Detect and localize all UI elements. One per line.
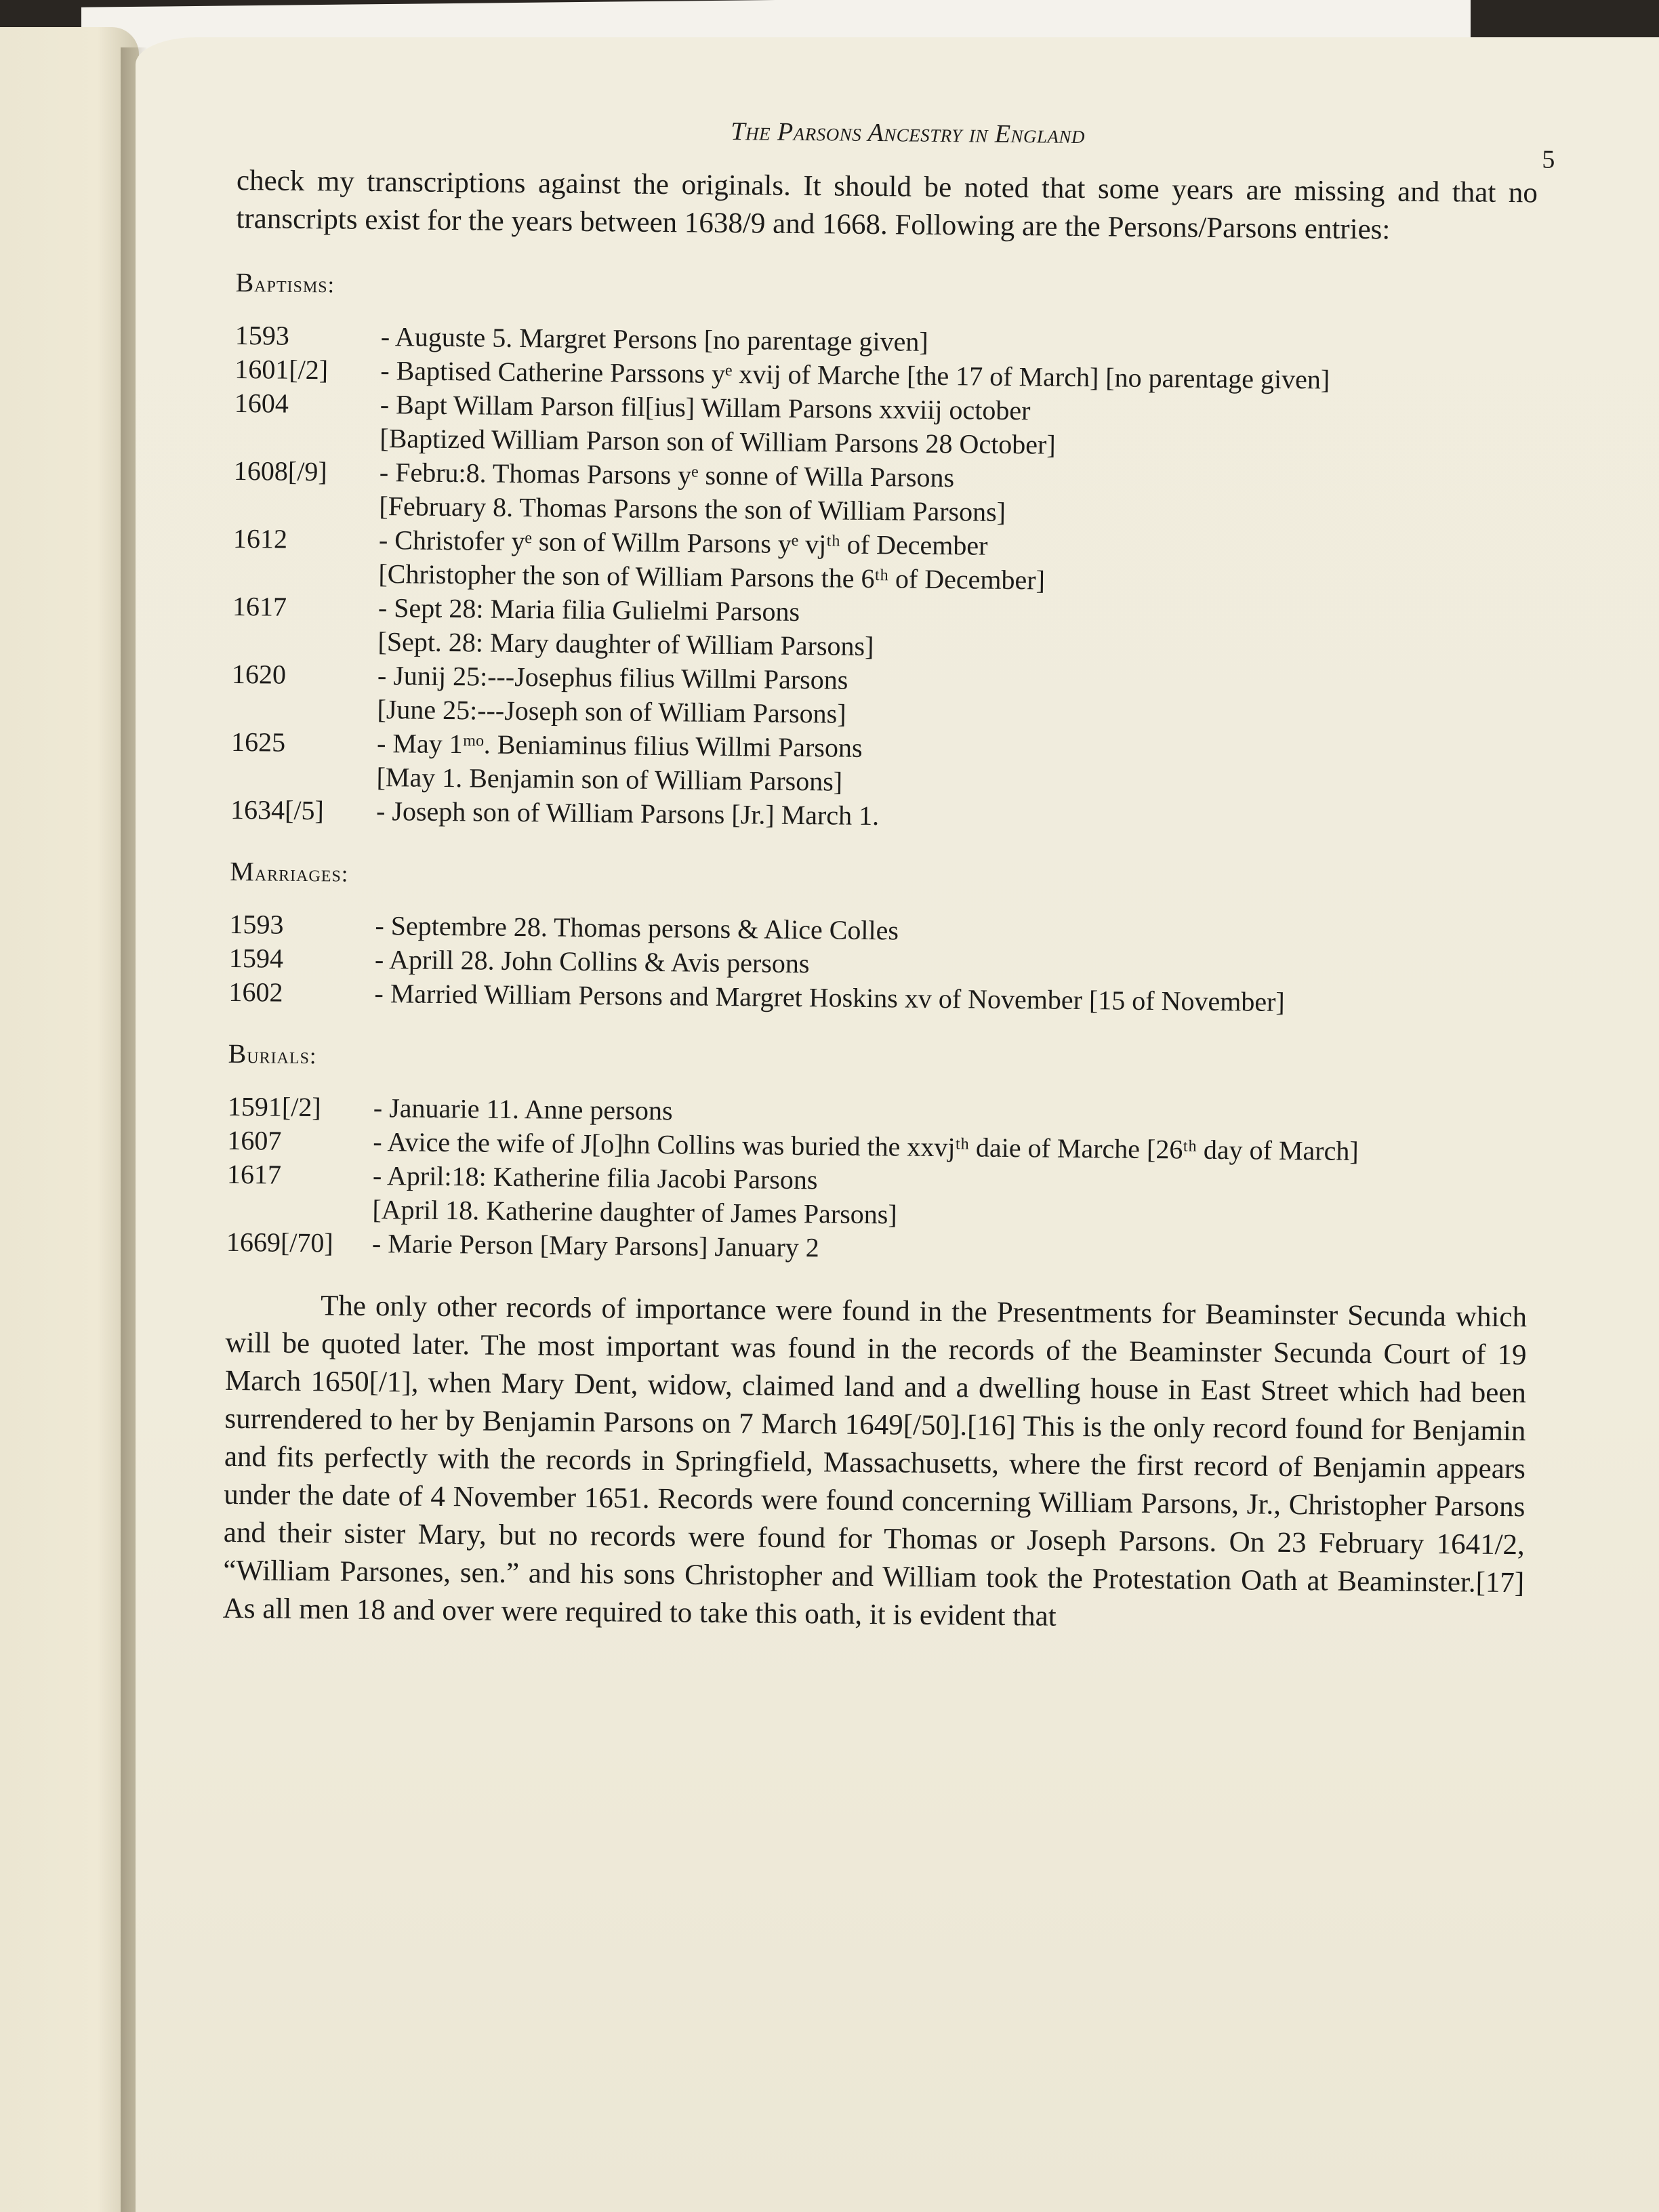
entry-text-wrap — [378, 523, 1534, 602]
entry-text: - Joseph son of William Parsons [Jr.] March 1. — [375, 796, 880, 832]
entry-text: - Married William Persons and Margret Hoskins xv of November [15 of November] — [374, 978, 1285, 1017]
book-page — [136, 37, 1659, 2212]
register-sections — [226, 266, 1537, 1271]
entry-date: 1601[/2] — [234, 353, 329, 386]
entry-translation: [May 1. Benjamin son of William Parsons] — [376, 762, 843, 797]
section-heading: Burials: — [228, 1038, 317, 1069]
entry-text: - Junij 25:---Josephus filius Willmi Parsons — [377, 660, 848, 695]
entry-text-wrap — [380, 388, 1536, 466]
entry-date: 1634[/5] — [230, 794, 325, 826]
entry-date: 1593 — [229, 908, 284, 940]
entry-text: - Christofer yᵉ son of Willm Parsons yᵉ vjᵗʰ of December — [378, 525, 988, 561]
entry-translation: [April 18. Katherine daughter of James Parsons] — [372, 1193, 897, 1230]
entry-date: 1620 — [231, 658, 287, 690]
register-entry — [232, 522, 1534, 602]
closing-paragraph: The only other records of importance were found in the Presentments for Beaminster Secunda which will be quoted later. The most important was found in the records of the Beaminster Secunda Court of 19 March 1650[/1], when Mary Dent, widow, claimed land and a dwelling house in East Street which had been surrendered to her by Benjamin Parsons on 7 March 1649[/50].[16] This is the only record found for Benjamin and fits perfectly with the records in Springfield, Massachusetts, where the first record of Benjamin appears under the date of 4 November 1651. Records were found concerning William Parsons, Jr., Christopher Parsons and their sister Mary, but no records were found for Thomas or Joseph Parsons. On 23 February 1641/2, “William Parsones, sen.” and his sons Christopher and William took the Protestation Oath at Beaminster.[17] As all men 18 and over were required to take this oath, it is evident that — [222, 1290, 1528, 1633]
entry-text: - Febru:8. Thomas Parsons yᵉ sonne of Willa Parsons — [379, 457, 955, 493]
entry-translation: [Sept. 28: Mary daughter of William Parsons] — [377, 626, 874, 662]
entry-date: 1617 — [226, 1158, 282, 1190]
entry-date: 1591[/2] — [227, 1090, 321, 1123]
entry-text: - May 1ᵐᵒ. Beniaminus filius Willmi Parsons — [376, 728, 863, 763]
left-page-edge — [0, 27, 139, 2212]
entry-text: - Septembre 28. Thomas persons & Alice Colles — [375, 910, 899, 946]
intro-paragraph: check my transcriptions against the originals. It should be noted that some years are missing and that no transcripts exist for the years between 1638/9 and 1668. Following are the Persons/Parsons entries: — [236, 164, 1538, 246]
entry-date: 1604 — [234, 387, 289, 419]
entry-text: - Avice the wife of J[o]hn Collins was buried the xxvjᵗʰ daie of Marche [26ᵗʰ day of March] — [373, 1126, 1359, 1166]
entry-list — [226, 1090, 1529, 1271]
entry-text-wrap — [377, 591, 1534, 670]
entry-date: 1602 — [228, 976, 283, 1008]
entry-text-wrap — [379, 455, 1535, 534]
running-head: The Parsons Ancestry in England — [731, 117, 1086, 150]
entry-date: 1594 — [228, 942, 284, 974]
entry-text: - Sept 28: Maria filia Gulielmi Parsons — [377, 592, 800, 628]
register-entry — [226, 1158, 1528, 1237]
entry-list — [228, 907, 1530, 1021]
page-number: 5 — [1542, 145, 1555, 174]
section-heading: Marriages: — [230, 855, 349, 887]
entry-text-wrap — [377, 659, 1533, 737]
entry-translation: [February 8. Thomas Parsons the son of William Parsons] — [379, 491, 1006, 527]
entry-translation: [June 25:---Joseph son of William Parsons] — [377, 694, 846, 729]
entry-text: - Auguste 5. Margret Persons [no parentage given] — [380, 321, 928, 357]
entry-text: - Aprill 28. John Collins & Avis persons — [374, 944, 810, 979]
entry-date: 1617 — [232, 590, 287, 622]
entry-date: 1612 — [232, 523, 288, 554]
register-entry — [230, 725, 1532, 805]
entry-translation: [Baptized William Parson son of William Parsons 28 October] — [380, 423, 1056, 460]
entry-text-wrap — [372, 1159, 1528, 1237]
entry-list — [230, 319, 1536, 839]
entry-date: 1625 — [230, 726, 286, 758]
register-entry — [234, 386, 1536, 466]
entry-date: 1593 — [234, 319, 290, 351]
section-heading: Baptisms: — [235, 266, 335, 298]
entry-text-wrap — [376, 726, 1532, 805]
entry-text: - Januarie 11. Anne persons — [373, 1092, 673, 1126]
entry-text: - Baptised Catherine Parssons yᵉ xvij of Marche [the 17 of March] [no parentage given] — [380, 355, 1330, 395]
entry-translation: [Christopher the son of William Parsons the 6ᵗʰ of December] — [378, 558, 1046, 596]
entry-text: - Bapt Willam Parson fil[ius] Willam Parsons xxviij october — [380, 389, 1031, 426]
entry-date: 1607 — [227, 1124, 282, 1156]
register-entry — [231, 657, 1533, 737]
entry-date: 1669[/70] — [226, 1226, 333, 1258]
entry-text: - April:18: Katherine filia Jacobi Parsons — [372, 1160, 818, 1195]
register-entry — [232, 590, 1534, 670]
register-entry — [233, 454, 1535, 534]
entry-text: - Marie Person [Mary Parsons] January 2 — [371, 1227, 820, 1263]
page-content — [222, 112, 1555, 1640]
entry-date: 1608[/9] — [233, 455, 327, 487]
